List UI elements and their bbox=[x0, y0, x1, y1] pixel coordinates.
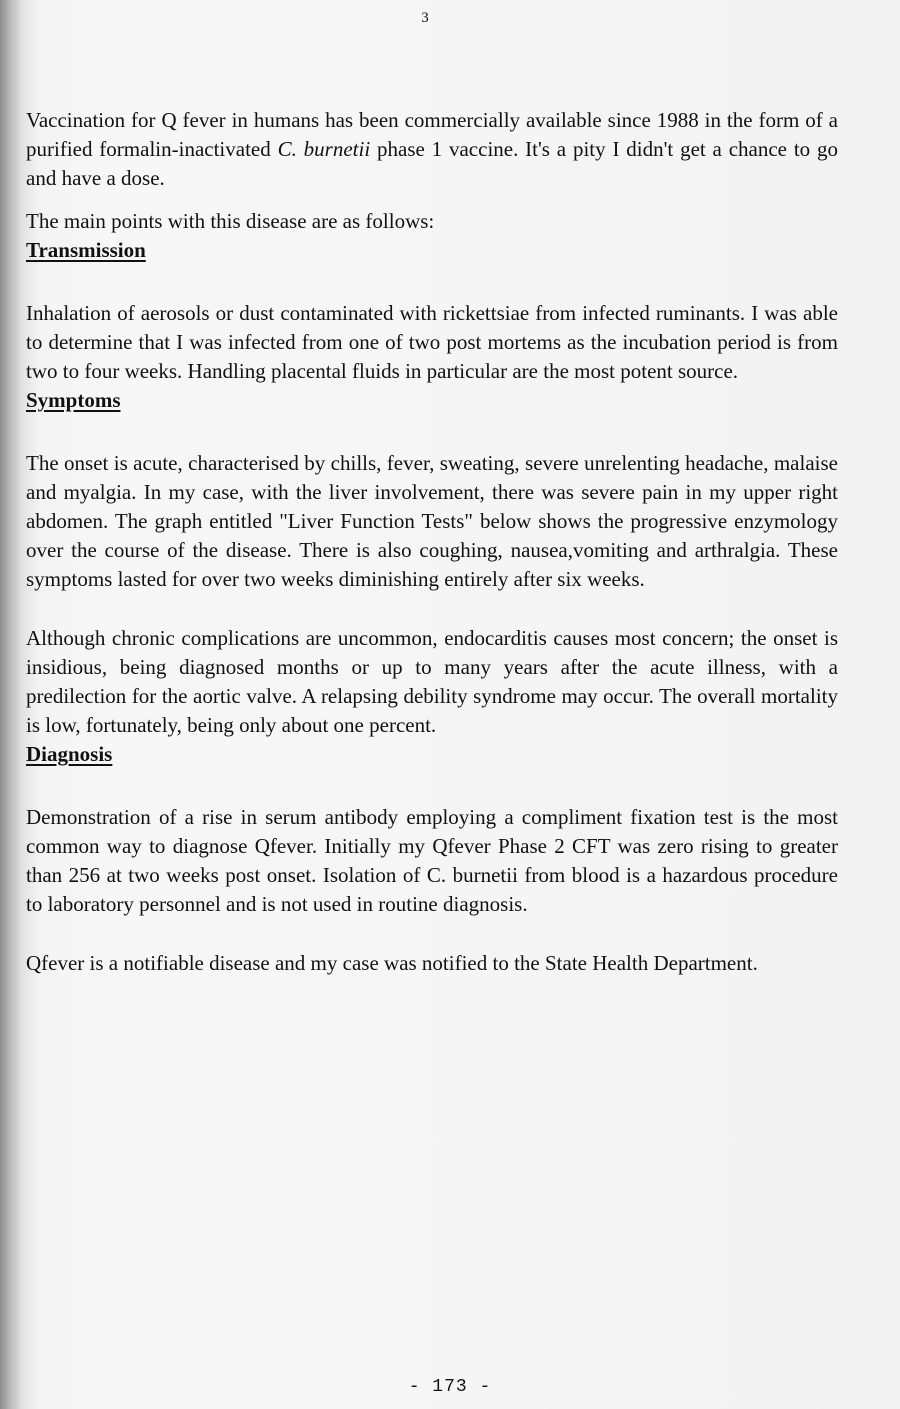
diagnosis-paragraph-2: Qfever is a notifiable disease and my case was notified to the State Health Department. bbox=[26, 951, 758, 975]
diagnosis-paragraph-1: Demonstration of a rise in serum antibody employing a compliment fixation test is the most common way to diagnose Qfever. Initially my Qfever Phase 2 CFT was zero rising to greater than 256 at two weeks post onset. Isolation of C. burnetii from blood is a hazardous procedure to laboratory personnel and is not used in routine diagnosis. bbox=[26, 805, 838, 916]
page-number-top: 3 bbox=[421, 10, 429, 26]
intro-text-start: Vaccination for Q fever in humans has been commercially available since 1988 in the form of a purified formalin-inactivated bbox=[26, 108, 838, 161]
transmission-paragraph: Inhalation of aerosols or dust contaminated with rickettsiae from infected ruminants. I was able to determine that I was infected from one of two post mortems as the incubation period is from two to four weeks. Handling placental fluids in particular are the most potent source. bbox=[26, 301, 838, 383]
intro-paragraph-main-points: The main points with this disease are as follows: bbox=[26, 209, 435, 233]
intro-text-species: C. burnetii bbox=[277, 137, 371, 161]
symptoms-paragraph-1: The onset is acute, characterised by chills, fever, sweating, severe unrelenting headache, malaise and myalgia. In my case, with the liver involvement, there was severe pain in my upper right abdomen. The graph entitled "Liver Function Tests" below shows the progressive enzymology over the course of the disease. There is also coughing, nausea,vomiting and arthralgia. These symptoms lasted for over two weeks diminishing entirely after six weeks. bbox=[26, 451, 838, 591]
section-heading-symptoms: Symptoms bbox=[26, 388, 121, 412]
document-body bbox=[26, 106, 838, 978]
symptoms-paragraph-2: Although chronic complications are uncommon, endocarditis causes most concern; the onset is insidious, being diagnosed months or up to many years after the acute illness, with a predilection for the aortic valve. A relapsing debility syndrome may occur. The overall mortality is low, fortunately, being only about one percent. bbox=[26, 626, 838, 737]
section-heading-diagnosis: Diagnosis bbox=[26, 742, 113, 766]
page-number-bottom: - 173 - bbox=[408, 1377, 492, 1397]
section-heading-transmission: Transmission bbox=[26, 238, 146, 262]
intro-text-end: phase 1 vaccine. It's a pity I didn't get a chance to go and have a dose. bbox=[26, 137, 838, 190]
intro-paragraph-vaccination bbox=[26, 106, 838, 193]
